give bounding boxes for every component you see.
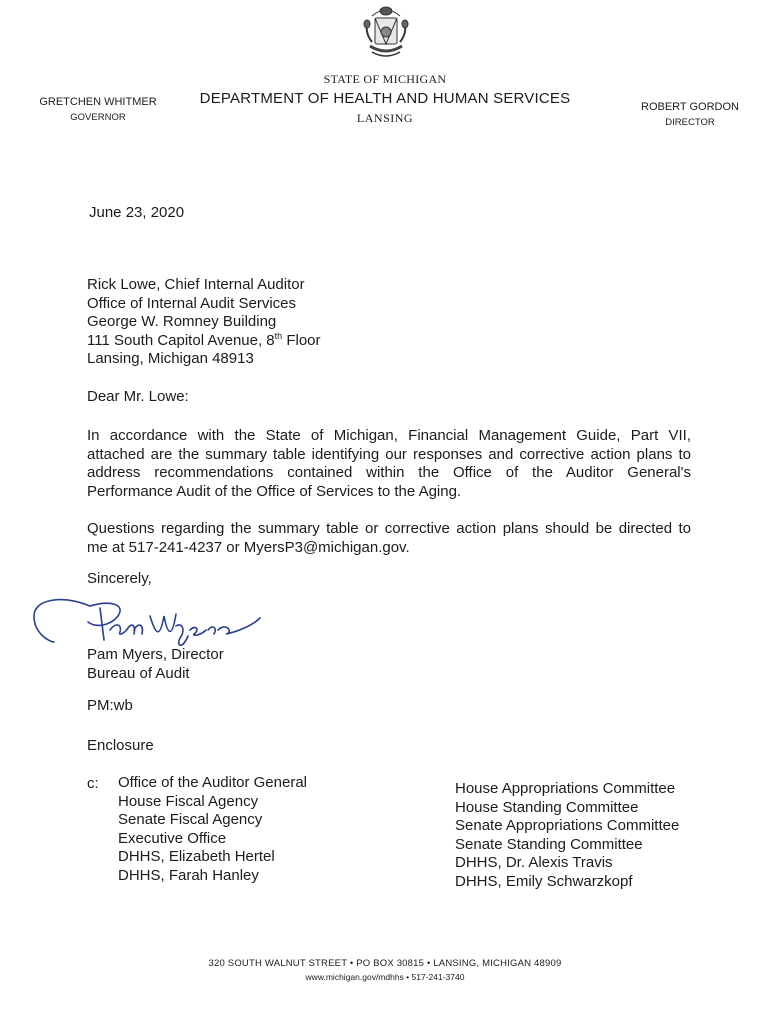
body-paragraph-2 xyxy=(87,520,691,557)
cc-recipient: House Standing Committee xyxy=(455,798,639,816)
cc-recipient: DHHS, Elizabeth Hertel xyxy=(118,848,275,865)
recipient-line: Office of Internal Audit Services xyxy=(87,294,296,312)
body-paragraph-1 xyxy=(87,427,691,501)
michigan-state-seal xyxy=(358,2,414,64)
signer-name: Pam Myers, Director xyxy=(87,646,224,663)
director-name: ROBERT GORDON xyxy=(641,101,739,113)
state-name: STATE OF MICHIGAN xyxy=(323,72,447,86)
paragraph-line: Questions regarding the summary table or corrective action plans should be directed to xyxy=(87,520,691,537)
cc-recipient: Senate Appropriations Committee xyxy=(455,817,680,834)
paragraph-line: me at 517-241-4237 or MyersP3@michigan.gov. xyxy=(87,538,410,556)
recipient-line xyxy=(87,332,321,351)
cc-recipient: Senate Standing Committee xyxy=(455,835,643,853)
footer-contact: www.michigan.gov/mdhhs • 517-241-3740 xyxy=(305,972,465,982)
cc-recipient: House Fiscal Agency xyxy=(118,792,259,810)
paragraph-line: Performance Audit of the Office of Services to the Aging. xyxy=(87,482,462,500)
cc-label: c: xyxy=(87,775,99,792)
recipient-line: Lansing, Michigan 48913 xyxy=(87,350,254,367)
recipient-line: Rick Lowe, Chief Internal Auditor xyxy=(87,276,305,293)
cc-recipient: Senate Fiscal Agency xyxy=(118,811,263,828)
paragraph-line: In accordance with the State of Michigan, Financial Management Guide, Part VII, xyxy=(87,427,691,444)
recipient-line: George W. Romney Building xyxy=(87,313,277,330)
street-text: 111 South Capitol Avenue, 8 xyxy=(87,331,275,349)
enclosure-note: Enclosure xyxy=(87,737,154,754)
governor-name: GRETCHEN WHITMER xyxy=(39,96,157,108)
cc-recipient: DHHS, Dr. Alexis Travis xyxy=(455,854,613,871)
salutation: Dear Mr. Lowe: xyxy=(87,388,189,405)
floor-ordinal: th xyxy=(274,330,283,341)
governor-title: GOVERNOR xyxy=(70,112,126,123)
paragraph-line: attached are the summary table identifying our responses and corrective action plans to xyxy=(87,445,691,463)
typist-initials: PM:wb xyxy=(87,697,133,714)
cc-recipient: Executive Office xyxy=(118,829,227,847)
closing: Sincerely, xyxy=(87,570,152,587)
paragraph-line: address recommendations contained within the Office of the Auditor General's xyxy=(87,464,691,481)
signer-block xyxy=(87,646,224,683)
cc-list-left xyxy=(118,774,307,885)
cc-recipient: Office of the Auditor General xyxy=(118,774,308,791)
cc-recipient: House Appropriations Committee xyxy=(455,780,676,797)
letter-date: June 23, 2020 xyxy=(89,204,185,221)
recipient-address xyxy=(87,276,321,369)
cc-recipient: DHHS, Farah Hanley xyxy=(118,866,259,884)
cc-list-right xyxy=(455,780,679,891)
floor-text: Floor xyxy=(282,331,321,349)
signer-title: Bureau of Audit xyxy=(87,664,190,682)
cc-recipient: DHHS, Emily Schwarzkopf xyxy=(455,872,633,890)
footer-address: 320 SOUTH WALNUT STREET • PO BOX 30815 • LANSING, MICHIGAN 48909 xyxy=(208,958,562,969)
city-name: LANSING xyxy=(356,111,414,125)
department-name: DEPARTMENT OF HEALTH AND HUMAN SERVICES xyxy=(199,90,571,107)
director-title: DIRECTOR xyxy=(665,117,715,128)
